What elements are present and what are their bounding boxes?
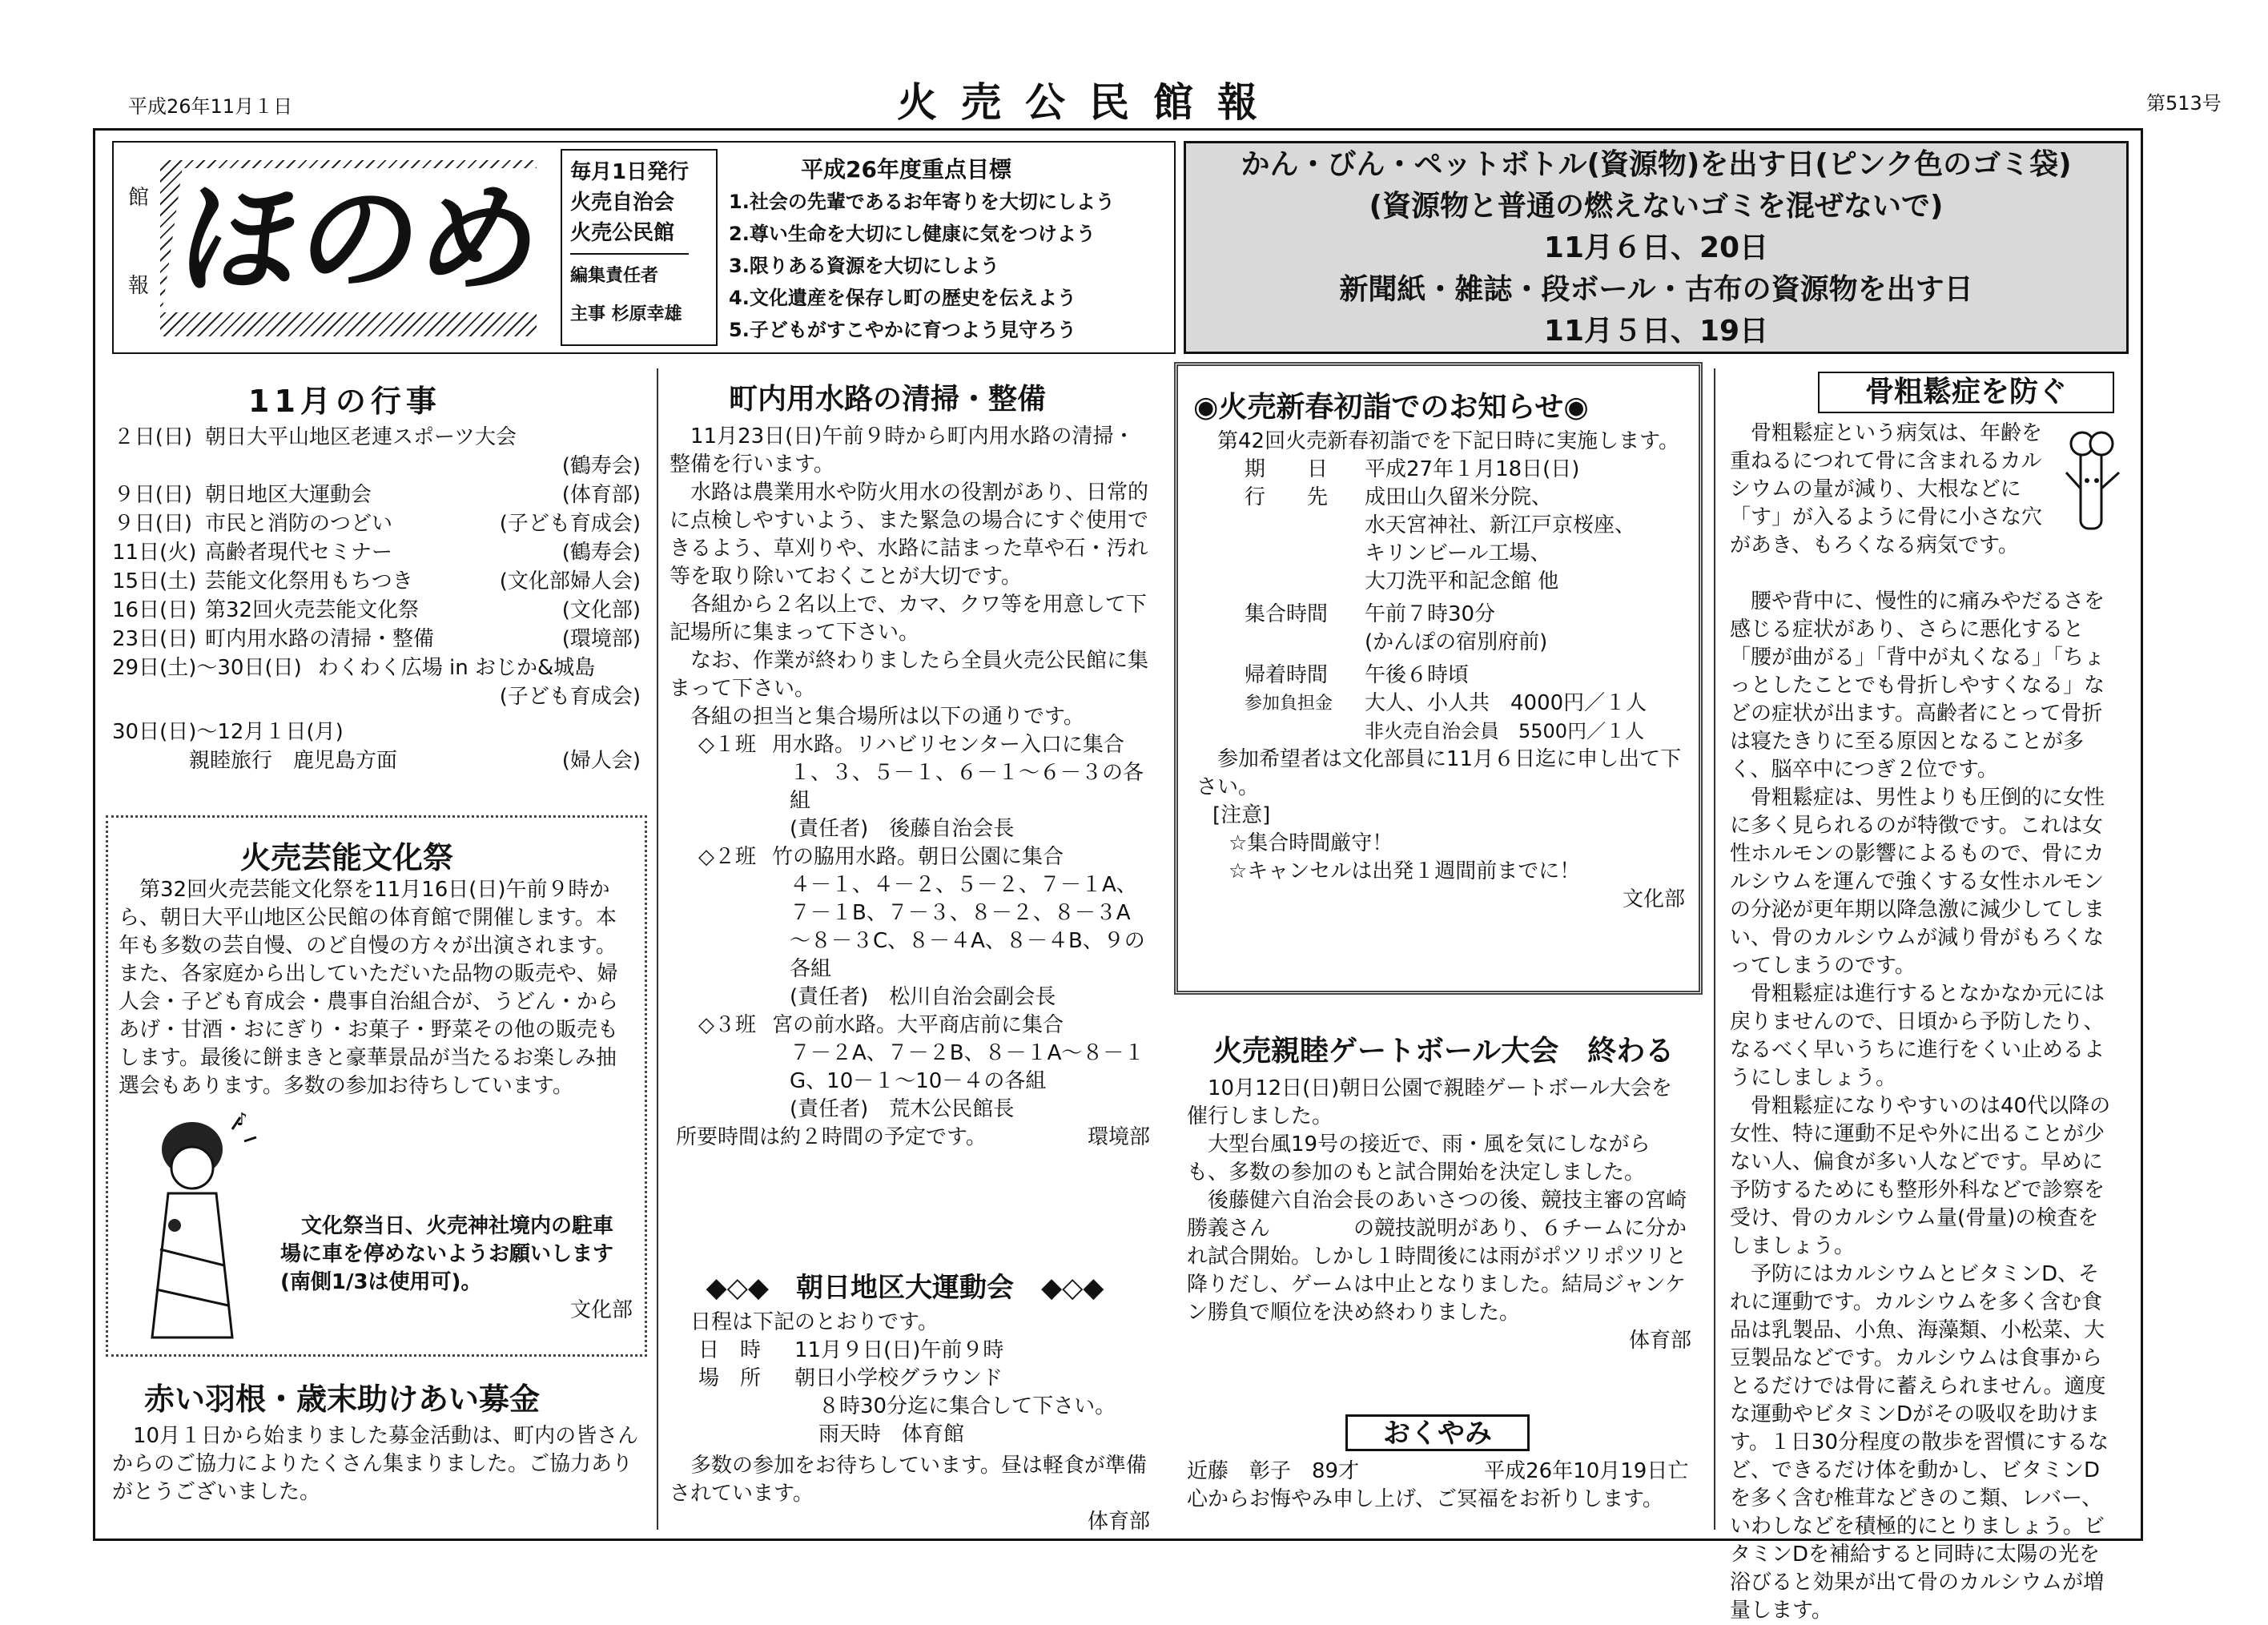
recycle-line-2: (資源物と普通の燃えないゴミを混ぜないで): [1369, 190, 1944, 223]
gateball-title: 火売親睦ゲートボール大会 終わる: [1213, 1035, 1675, 1068]
column-divider-3: [1714, 368, 1715, 1530]
osteo-intro: 骨粗鬆症という病気は、年齢を重ねるにつれて骨に含まれるカルシウムの量が減り、大根などに「す」が入るように骨に小さな穴があき、もろくなる病気です。: [1730, 421, 2043, 557]
newsletter-title: 火売公民館報: [897, 79, 1281, 126]
hatsumode-title: ◉火売新春初詣でのお知らせ◉: [1193, 391, 1589, 424]
gateball-body: 10月12日(日)朝日公園で親睦ゲートボール大会を催行しました。 大型台風19号の接近で、雨・風を気にしながらも、多数の参加のもと試合開始を決定しました。 後藤健六自治会長のあいさつの後、競技主審の宮崎勝義さん の競技説明があり、６チームに分かれ試合開始。しかし１時間後には雨がポツリポツリと降りだし、ゲームは中止となりました。結局ジャンケン勝負で順位を決め終わりました。 体育部: [1187, 1075, 1691, 1355]
festival-title: 火売芸能文化祭: [240, 840, 454, 875]
goal-4: 4.文化遺産を保存し町の歴史を伝えよう: [729, 287, 1076, 309]
editor-name: 主事 杉原幸雄: [570, 304, 682, 324]
goals-title: 平成26年度重点目標: [801, 156, 1011, 183]
festival-body: 第32回火売芸能文化祭を11月16日(日)午前９時から、朝日大平山地区公民館の体育館で開催します。本年も多数の芸自慢、のど自慢の方々が出演されます。また、各家庭から出していただいた品物の販売や、婦人会・子ども育成会・農事自治組合が、うどん・からあげ・甘酒・おにぎり・お菓子・野菜その他の販売もします。最後に餅まきと豪華景品が当たるお楽しみ抽選会もあります。多数の参加お待ちしています。: [119, 878, 619, 1098]
festival-notice: 文化祭当日、火売神社境内の駐車場に車を停めないようお願いします(南側1/3は使用可)。 文化部: [280, 1213, 633, 1325]
recycle-text: [1193, 144, 2119, 352]
masthead-label-bottom: 報: [128, 274, 150, 298]
sports-body: 日程は下記のとおりです。 日 時 11月９日(日)午前９時 場 所 朝日小学校グラウンド ８時30分迄に集合して下さい。 雨天時 体育館 多数の参加をお待ちしています。昼は軽食が準備されています。 体育部: [670, 1309, 1150, 1536]
masthead-label-top: 館: [128, 186, 150, 210]
issue-date: 平成26年11月１日: [128, 95, 293, 118]
osteo-title: 骨粗鬆症を防ぐ: [1818, 372, 2114, 413]
events-title: 11月の行事: [248, 384, 441, 419]
goal-3: 3.限りある資源を大切にしよう: [729, 255, 999, 277]
events-list: ２日(日) 朝日大平山地区老連スポーツ大会 (鶴寿会) ９日(日) 朝日地区大運動会 (体育部) ９日(日) 市民と消防のつどい (子ども育成会) 11日(火) 高齢者現代セミナー (鶴寿会) 15日(土) 芸能文化祭用もちつき (文化部婦人会) 16日(日) 第32回火売芸能文化祭 (文化部) 23日(日) 町内用水路の清掃・整備 (環境部) 29日(土)～30日(日) わくわく広場 in おじか&城島 (子ども育成会) 30日(日)～12月１日(月) 親睦旅行 鹿児島方面 (婦人会): [112, 425, 641, 773]
festival-sign: 文化部: [569, 1298, 633, 1322]
goal-5: 5.子どもがすこやかに育つよう見守ろう: [729, 319, 1076, 341]
hatsumode-body: 第42回火売新春初詣でを下記日時に実施します。 期 日 平成27年１月18日(日) 行 先 成田山久留米分院、 水天宮神社、新江戸京桜座、 キリンビール工場、 大刀洗平和記念館 他 集合時間 午前７時30分 (かんぽの宿別府前) 帰着時間 午後６時頃 参加負担金 大人、小人共 4000円／１人 非火売自治会員 5500円／１人 参加希望者は文化部員に11月６日迄に申し出て下さい。 [注意] ☆集合時間厳守！ ☆キャンセルは出発１週間前までに！ 文化部: [1196, 428, 1685, 914]
waterway-body: 11月23日(日)午前９時から町内用水路の清掃・整備を行います。 水路は農業用水や防火用水の役割があり、日常的に点検しやすいよう、また緊急の場合にすぐ使用できるよう、草刈りや、水路に詰まった草や石・汚れ等を取り除いておくことが大切です。 各組から２名以上で、カマ、クワ等を用意して下記場所に集まって下さい。 なお、作業が終わりましたら全員火売公民館に集まって下さい。 各組の担当と集合場所は以下の通りです。 ◇１班 用水路。リハビリセンター入口に集合 １、３、５－１、６－１～６－３の各組 (責任者) 後藤自治会長 ◇２班 竹の脇用水路。朝日公園に集合 ４－１、４－２、５－２、７－１A、７－１B、７－３、８－２、８－３A～８－３C、８－４A、８－４B、９の各組 (責任者) 松川自治会副会長 ◇３班 宮の前水路。大平商店前に集合 ７－２A、７－２B、８－１A～８－１G、10－１～10－４の各組 (責任者) 荒木公民館長 所要時間は約２時間の予定です。 環境部: [670, 424, 1150, 1149]
waterway-title: 町内用水路の清掃・整備: [729, 383, 1047, 416]
goal-2: 2.尊い生命を大切にし健康に気をつけよう: [729, 223, 1096, 245]
sports-sign: 体育部: [1087, 1510, 1150, 1534]
recycle-line-5: 11月５日、19日: [1543, 315, 1769, 348]
editor-label: 編集責任者: [570, 253, 689, 292]
publish-org1: 火売自治会: [570, 191, 675, 215]
osteo-body: 腰や背中に、慢性的に痛みやだるさを感じる症状があり、さらに悪化すると「腰が曲がる」「背中が丸くなる」「ちょっとしたことでも骨折しやすくなる」などの症状が出ます。高齢者にとって骨折は寝たきりに至る原因となることが多く、脳卒中につぎ２位です。 骨粗鬆症は、男性よりも圧倒的に女性に多く見られるのが特徴です。これは女性ホルモンの影響によるもので、骨にカルシウムを運んで強くする女性ホルモンの分泌が更年期以降急激に減少してしまい、骨のカルシウムが減り骨がもろくなってしまうのです。 骨粗鬆症は進行するとなかなか元には戻りませんので、日頃から予防したり、なるべく早いうちに進行をくい止めるようにしましょう。 骨粗鬆症になりやすいのは40代以降の女性、特に運動不足や外に出ることが少ない人、偏食が多い人などです。早めに予防するためにも整形外科などで診察を受け、骨のカルシウム量(骨量)の検査をしましょう。 予防にはカルシウムとビタミンD、それに運動です。カルシウムを多く含む食品は乳製品、小魚、海藻類、小松菜、大豆製品などです。カルシウムは食事からとるだけでは骨に蓄えられません。適度な運動やビタミンDがその吸収を助けます。１日30分程度の散歩を習慣にするなど、できるだけ体を動かし、ビタミンDを多く含む椎茸などきのこ類、レバー、いわしなどを積極的にとりましょう。ビタミンDを補給すると同時に太陽の光を浴びると効果が出て骨のカルシウムが増量します。: [1730, 589, 2111, 1623]
singer-illustration: [112, 1105, 272, 1345]
publish-org2: 火売公民館: [570, 221, 675, 245]
obituary-body: 近藤 彰子 89才 平成26年10月19日亡 心からお悔やみ申し上げ、ご冥福をお祈りします。: [1187, 1459, 1689, 1511]
recycle-line-3: 11月６日、20日: [1543, 231, 1769, 264]
goal-1: 1.社会の先輩であるお年寄りを大切にしよう: [729, 191, 1115, 213]
obituary-title: おくやみ: [1345, 1414, 1530, 1451]
donation-title: 赤い羽根・歳末助けあい募金: [144, 1382, 541, 1417]
publisher-lines: [570, 157, 689, 330]
issue-number: 第513号: [2146, 92, 2222, 115]
publish-freq: 毎月1日発行: [570, 160, 690, 184]
column-divider-1: [657, 368, 658, 1530]
donation-body: 10月１日から始まりました募金活動は、町内の皆さんからのご協力によりたくさん集まりました。ご協力ありがとうございました。: [112, 1424, 639, 1504]
hatsumode-sign: 文化部: [1622, 887, 1685, 911]
svg-text:♪: ♪: [236, 1110, 248, 1130]
logo-honome: ほのめ: [162, 168, 558, 312]
sports-title: ◆◇◆ 朝日地区大運動会 ◆◇◆: [706, 1272, 1104, 1304]
gateball-sign: 体育部: [1628, 1329, 1691, 1353]
recycle-line-1: かん・びん・ペットボトル(資源物)を出す日(ピンク色のゴミ袋): [1241, 148, 2072, 181]
recycle-line-4: 新聞紙・雑誌・段ボール・古布の資源物を出す日: [1339, 273, 1973, 306]
goals-list: [729, 186, 1115, 346]
